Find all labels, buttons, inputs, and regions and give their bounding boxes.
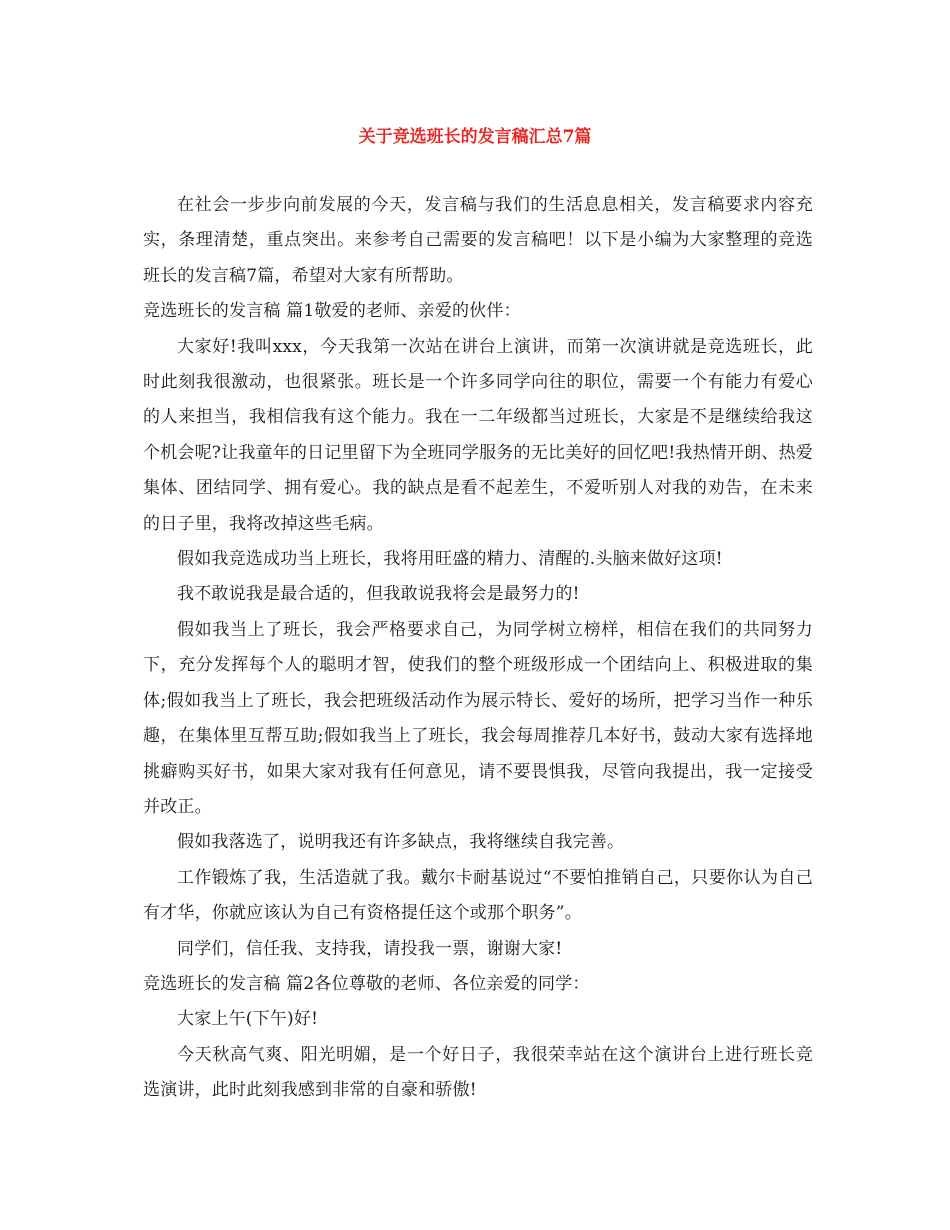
document-body (143, 188, 813, 1109)
paragraph: 假如我当上了班长，我会严格要求自己，为同学树立榜样，相信在我们的共同努力下，充分发挥每个人的聪明才智，使我们的整个班级形成一个团结向上、积极进取的集体;假如我当上了班长，我会把班级活动作为展示特长、爱好的场所，把学习当作一种乐趣，在集体里互帮互助;假如我当上了班长，我会每周推荐几本好书，鼓动大家有选择地挑癖购买好书，如果大家对我有任何意见，请不要畏惧我，尽管向我提出，我一定接受并改正。 (143, 619, 813, 817)
paragraph-intro: 在社会一步步向前发展的今天，发言稿与我们的生活息息相关，发言稿要求内容充实，条理清楚，重点突出。来参考自己需要的发言稿吧！以下是小编为大家整理的竞选班长的发言稿7篇，希望对大家有所帮助。 (143, 195, 813, 286)
section-heading-1: 竞选班长的发言稿 篇1敬爱的老师、亲爱的伙伴： (143, 301, 521, 322)
document-title: 关于竞选班长的发言稿汇总7篇 (358, 127, 592, 147)
paragraph: 假如我落选了，说明我还有许多缺点，我将继续自我完善。 (177, 832, 625, 853)
paragraph: 假如我竞选成功当上班长，我将用旺盛的精力、清醒的.头脑来做好这项! (177, 549, 723, 570)
paragraph: 大家上午(下午)好! (177, 1009, 319, 1030)
section-heading-2: 竞选班长的发言稿 篇2各位尊敬的老师、各位亲爱的同学： (143, 973, 590, 994)
paragraph: 大家好!我叫xxx，今天我第一次站在讲台上演讲，而第一次演讲就是竞选班长，此时此刻我很激动，也很紧张。班长是一个许多同学向往的职位，需要一个有能力有爱心的人来担当，我相信我有这个能力。我在一二年级都当过班长，大家是不是继续给我这个机会呢?让我童年的日记里留下为全班同学服务的无比美好的回忆吧!我热情开朗、热爱集体、团结同学、拥有爱心。我的缺点是看不起差生，不爱听别人对我的劝告，在未来的日子里，我将改掉这些毛病。 (143, 336, 813, 534)
paragraph: 工作锻炼了我，生活造就了我。戴尔卡耐基说过“不要怕推销自己，只要你认为自己有才华，你就应该认为自己有资格提任这个或那个职务”。 (143, 867, 813, 924)
paragraph: 同学们，信任我、支持我，请投我一票，谢谢大家! (177, 938, 563, 959)
paragraph: 今天秋高气爽、阳光明媚，是一个好日子，我很荣幸站在这个演讲台上进行班长竞选演讲，此时此刻我感到非常的自豪和骄傲! (143, 1044, 813, 1101)
paragraph: 我不敢说我是最合适的，但我敢说我将会是最努力的! (177, 584, 580, 605)
